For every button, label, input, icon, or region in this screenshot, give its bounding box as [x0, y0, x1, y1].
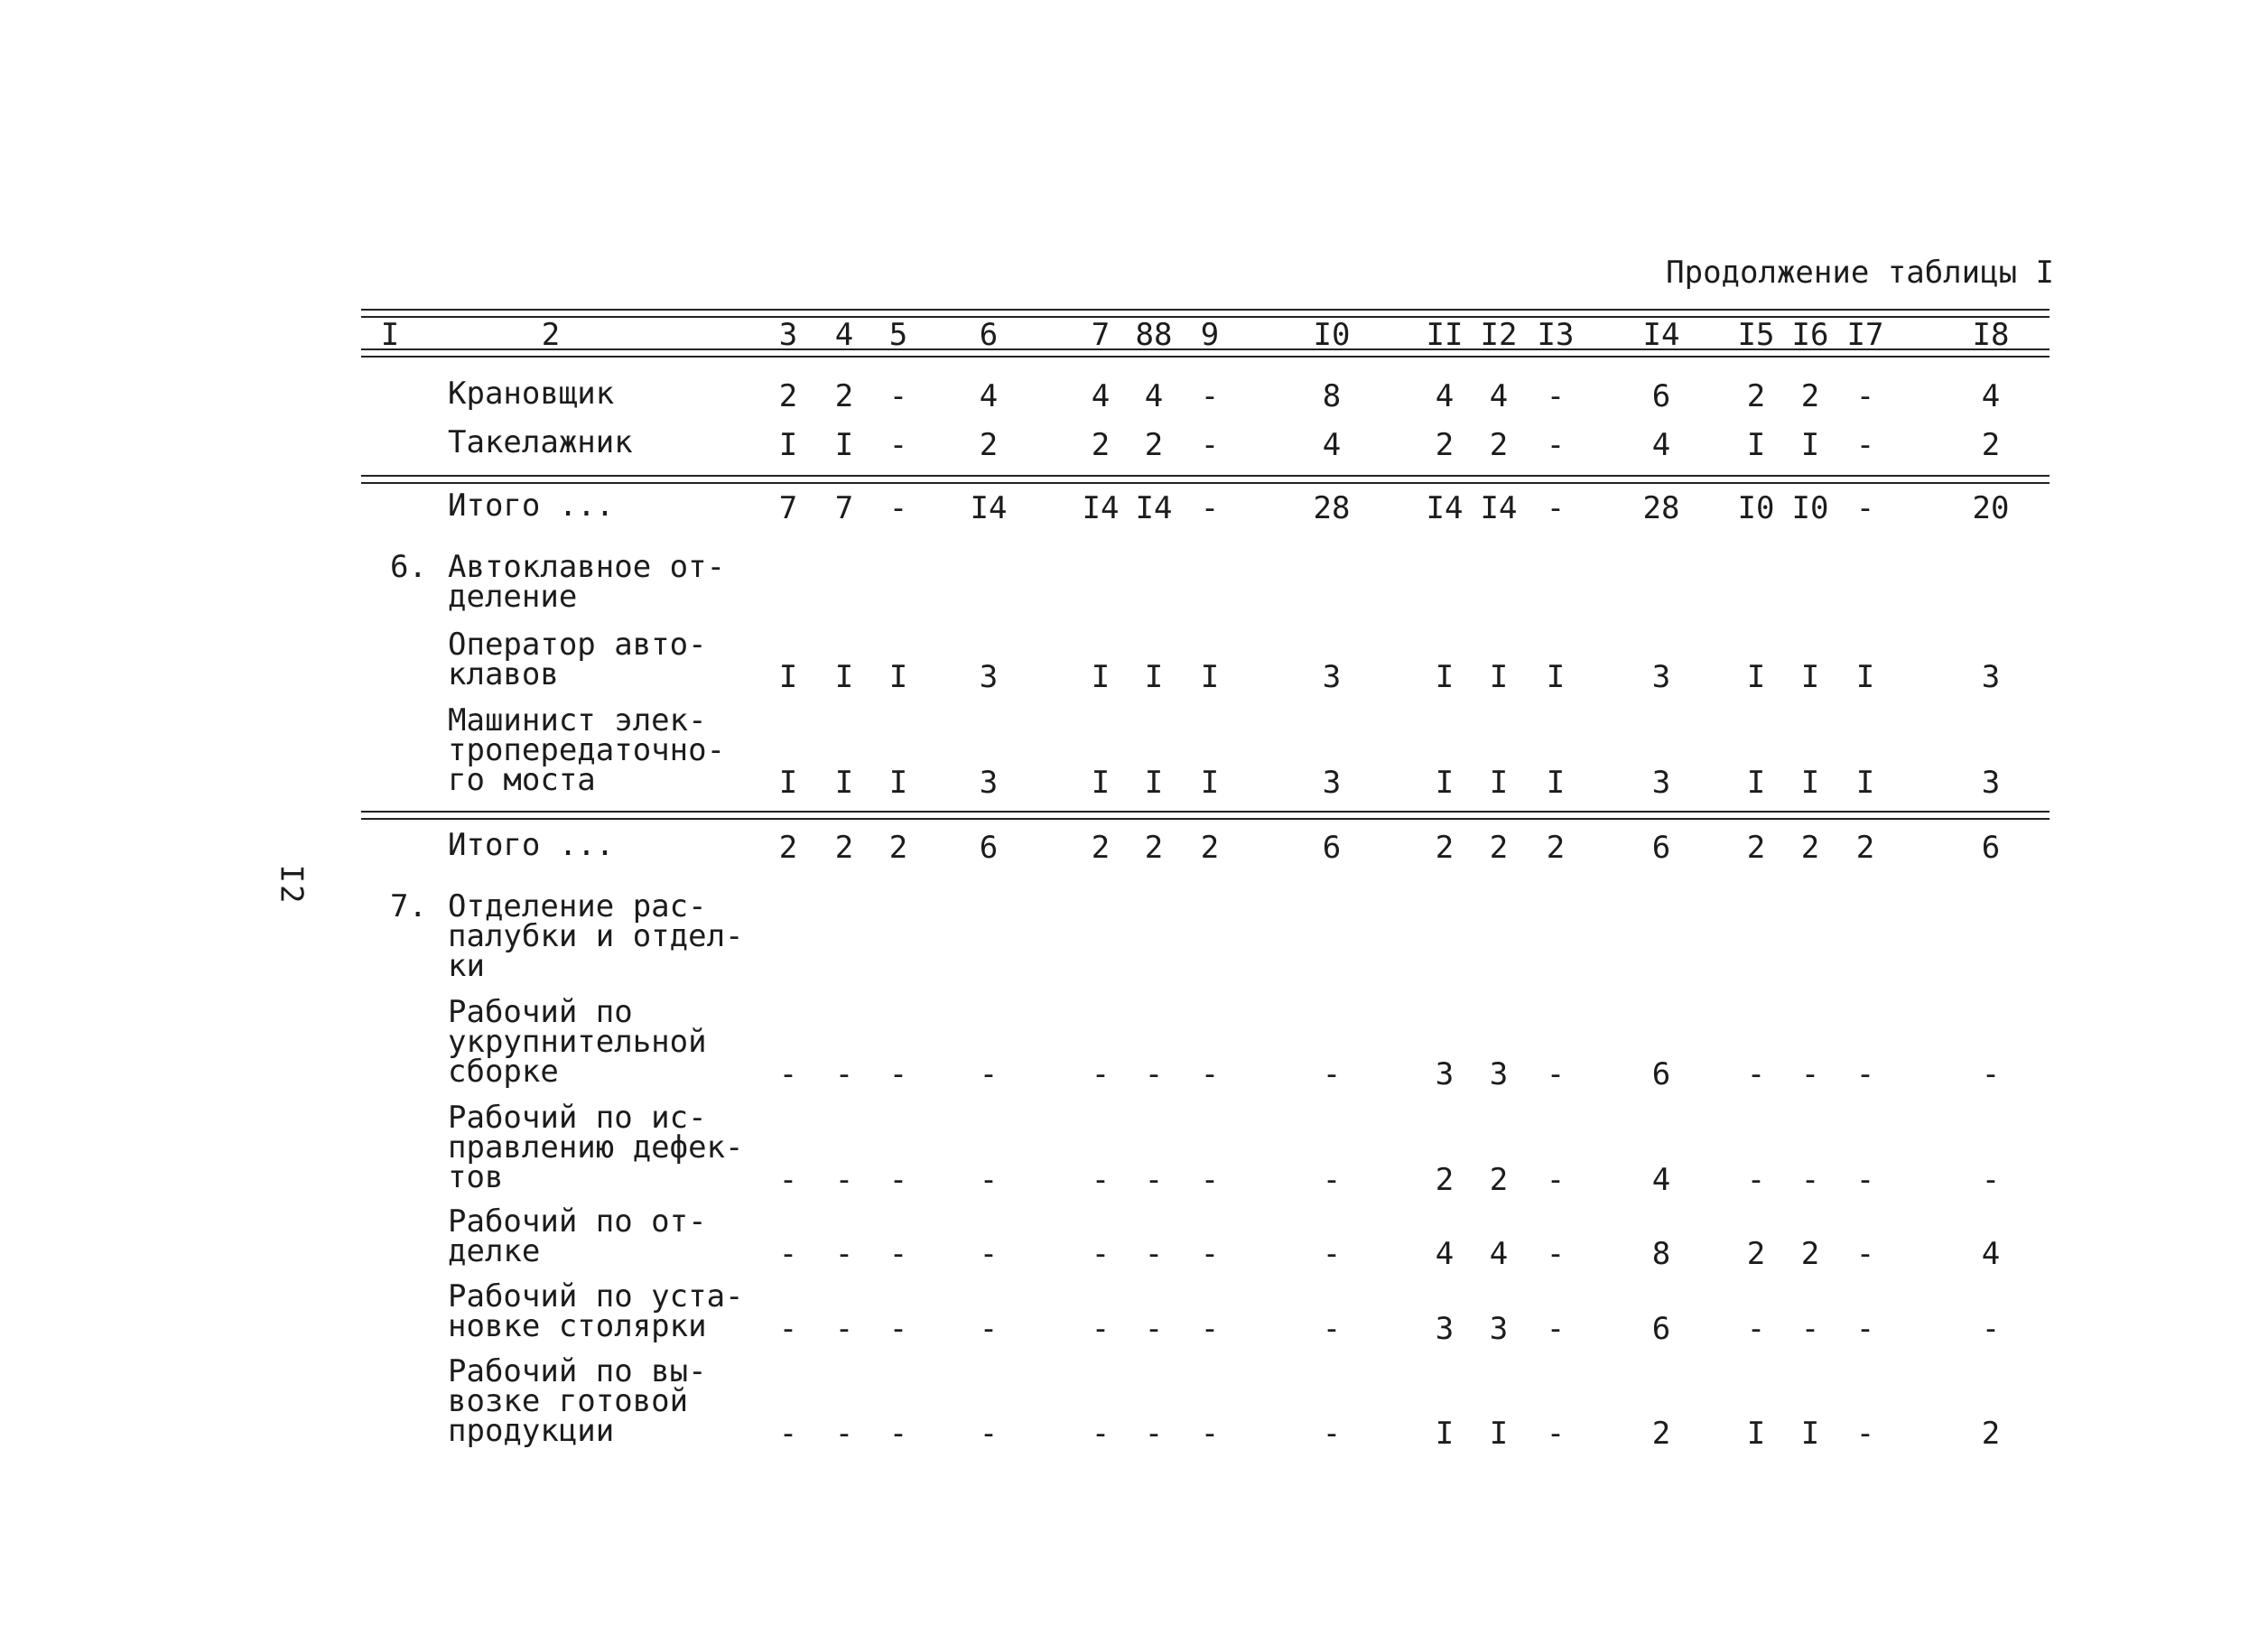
- table-cell: 2: [1746, 378, 1766, 414]
- table-cell: 2: [888, 830, 908, 866]
- table-cell: 4: [1489, 1236, 1509, 1272]
- page-number: I2: [273, 864, 310, 906]
- table-cell: 4: [1435, 378, 1455, 414]
- row-label: Оператор авто- клавов: [448, 627, 707, 692]
- table-rule: [361, 811, 2050, 820]
- table-cell: -: [1855, 1311, 1875, 1347]
- table-cell: -: [1144, 1416, 1164, 1452]
- table-cell: I: [1855, 659, 1875, 695]
- table-cell: I: [1435, 1416, 1455, 1452]
- table-cell: -: [888, 1236, 908, 1272]
- table-cell: 8: [1651, 1236, 1671, 1272]
- table-cell: I: [1546, 765, 1566, 801]
- table-caption: Продолжение таблицы I: [1666, 255, 2054, 291]
- table-cell: -: [1091, 1236, 1111, 1272]
- table-cell: I: [1200, 765, 1220, 801]
- table-cell: 2: [1546, 830, 1566, 866]
- table-cell: 3: [1435, 1056, 1455, 1092]
- table-cell: 20: [1972, 490, 2010, 526]
- table-cell: -: [1144, 1056, 1164, 1092]
- table-cell: -: [1546, 427, 1566, 463]
- table-cell: -: [1855, 1056, 1875, 1092]
- row-label: Рабочий по вы- возке готовой продукции: [448, 1353, 707, 1449]
- table-cell: 28: [1313, 490, 1351, 526]
- table-cell: I: [1489, 659, 1509, 695]
- table-cell: -: [778, 1162, 798, 1198]
- table-cell: I: [1800, 765, 1820, 801]
- table-cell: -: [1200, 1311, 1220, 1347]
- table-cell: -: [1855, 490, 1875, 526]
- table-cell: I: [778, 659, 798, 695]
- row-label: Крановщик: [448, 376, 615, 412]
- table-cell: -: [778, 1416, 798, 1452]
- table-cell: 6: [1651, 1311, 1671, 1347]
- table-cell: I: [1746, 659, 1766, 695]
- table-cell: -: [1546, 378, 1566, 414]
- table-cell: 2: [1746, 830, 1766, 866]
- table-cell: -: [1546, 1236, 1566, 1272]
- table-cell: 2: [1435, 1162, 1455, 1198]
- table-cell: I: [1746, 765, 1766, 801]
- column-header: I0: [1313, 317, 1351, 353]
- table-cell: 2: [1489, 830, 1509, 866]
- table-cell: I: [834, 427, 854, 463]
- table-cell: -: [834, 1311, 854, 1347]
- table-cell: I: [834, 765, 854, 801]
- column-header: 88: [1135, 317, 1173, 353]
- table-cell: -: [1981, 1162, 2001, 1198]
- table-cell: 2: [778, 378, 798, 414]
- table-cell: 2: [1800, 378, 1820, 414]
- table-cell: -: [778, 1236, 798, 1272]
- section-number: 7.: [390, 888, 427, 924]
- column-header: 7: [1091, 317, 1111, 353]
- table-cell: 3: [1489, 1056, 1509, 1092]
- table-cell: 3: [1651, 659, 1671, 695]
- table-cell: I4: [970, 490, 1008, 526]
- table-cell: 4: [1144, 378, 1164, 414]
- table-cell: 2: [1800, 1236, 1820, 1272]
- table-cell: -: [1855, 1162, 1875, 1198]
- table-cell: 2: [1435, 830, 1455, 866]
- table-cell: -: [1855, 1416, 1875, 1452]
- table-cell: I: [1546, 659, 1566, 695]
- table-cell: -: [1091, 1416, 1111, 1452]
- table-cell: -: [888, 1416, 908, 1452]
- column-header: I: [380, 317, 400, 353]
- table-cell: 6: [1981, 830, 2001, 866]
- row-label: Машинист элек- тропередаточно- го моста: [448, 702, 726, 798]
- table-cell: -: [1322, 1056, 1342, 1092]
- table-cell: -: [1144, 1311, 1164, 1347]
- row-label: Рабочий по от- делке: [448, 1203, 707, 1269]
- table-cell: 7: [778, 490, 798, 526]
- table-cell: -: [888, 490, 908, 526]
- table-cell: 2: [834, 830, 854, 866]
- table-cell: 6: [979, 830, 999, 866]
- table-cell: -: [1546, 1416, 1566, 1452]
- table-cell: 3: [1489, 1311, 1509, 1347]
- table-cell: -: [888, 1162, 908, 1198]
- table-cell: -: [979, 1416, 999, 1452]
- table-cell: I4: [1426, 490, 1464, 526]
- table-cell: 2: [1981, 1416, 2001, 1452]
- table-rule: [361, 475, 2050, 484]
- table-cell: 4: [1435, 1236, 1455, 1272]
- table-cell: I: [1435, 659, 1455, 695]
- table-cell: -: [979, 1162, 999, 1198]
- table-cell: -: [1546, 1056, 1566, 1092]
- column-header: I6: [1791, 317, 1829, 353]
- table-cell: I: [1091, 765, 1111, 801]
- table-cell: -: [1200, 490, 1220, 526]
- column-header: I4: [1642, 317, 1680, 353]
- table-cell: 2: [1489, 1162, 1509, 1198]
- table-cell: -: [1200, 1056, 1220, 1092]
- table-cell: 7: [834, 490, 854, 526]
- table-cell: 3: [1651, 765, 1671, 801]
- table-cell: -: [1322, 1162, 1342, 1198]
- table-cell: I: [1091, 659, 1111, 695]
- table-cell: -: [1981, 1056, 2001, 1092]
- table-cell: 2: [1651, 1416, 1671, 1452]
- table-cell: -: [834, 1236, 854, 1272]
- row-label: Рабочий по укрупнительной сборке: [448, 994, 707, 1090]
- section-title: Отделение рас- палубки и отдел- ки: [448, 888, 744, 984]
- table-cell: 2: [1091, 427, 1111, 463]
- table-cell: 6: [1651, 1056, 1671, 1092]
- table-cell: 2: [834, 378, 854, 414]
- column-header: 4: [834, 317, 854, 353]
- table-cell: -: [1322, 1311, 1342, 1347]
- table-cell: -: [1546, 490, 1566, 526]
- table-cell: 3: [1322, 659, 1342, 695]
- table-cell: 4: [1981, 378, 2001, 414]
- table-cell: I: [1800, 1416, 1820, 1452]
- row-label: Итого ...: [448, 827, 615, 863]
- table-cell: I: [1746, 427, 1766, 463]
- table-cell: I: [778, 765, 798, 801]
- table-cell: 28: [1642, 490, 1680, 526]
- table-cell: -: [834, 1162, 854, 1198]
- table-cell: I: [1144, 765, 1164, 801]
- table-cell: 2: [1435, 427, 1455, 463]
- table-cell: 3: [1981, 765, 2001, 801]
- table-cell: I0: [1791, 490, 1829, 526]
- table-rule: [361, 348, 2050, 358]
- table-cell: 3: [1435, 1311, 1455, 1347]
- table-cell: I: [1200, 659, 1220, 695]
- table-cell: I: [1144, 659, 1164, 695]
- table-cell: I: [1489, 1416, 1509, 1452]
- table-cell: I: [1800, 427, 1820, 463]
- table-cell: -: [834, 1056, 854, 1092]
- table-cell: -: [1322, 1416, 1342, 1452]
- table-cell: 3: [979, 659, 999, 695]
- column-header: 9: [1200, 317, 1220, 353]
- table-cell: -: [1144, 1162, 1164, 1198]
- table-cell: 4: [979, 378, 999, 414]
- table-cell: I4: [1135, 490, 1173, 526]
- table-cell: 4: [1981, 1236, 2001, 1272]
- table-cell: -: [778, 1311, 798, 1347]
- table-cell: I: [1435, 765, 1455, 801]
- table-cell: 2: [1981, 427, 2001, 463]
- table-cell: 2: [1746, 1236, 1766, 1272]
- table-cell: -: [1981, 1311, 2001, 1347]
- table-cell: -: [1746, 1162, 1766, 1198]
- table-cell: 2: [1489, 427, 1509, 463]
- table-cell: I: [834, 659, 854, 695]
- table-cell: -: [979, 1236, 999, 1272]
- table-cell: -: [1800, 1056, 1820, 1092]
- table-cell: -: [1200, 1162, 1220, 1198]
- table-cell: I: [888, 765, 908, 801]
- table-cell: -: [1546, 1311, 1566, 1347]
- row-label: Такелажник: [448, 424, 633, 460]
- column-header: I7: [1846, 317, 1884, 353]
- table-cell: -: [1855, 427, 1875, 463]
- table-cell: -: [778, 1056, 798, 1092]
- table-cell: -: [1800, 1311, 1820, 1347]
- table-cell: I4: [1480, 490, 1518, 526]
- column-header: 5: [888, 317, 908, 353]
- column-header: 3: [778, 317, 798, 353]
- table-cell: -: [1546, 1162, 1566, 1198]
- table-cell: 3: [1322, 765, 1342, 801]
- row-label: Рабочий по ис- правлению дефек- тов: [448, 1100, 744, 1195]
- table-cell: 4: [1651, 427, 1671, 463]
- table-cell: 8: [1322, 378, 1342, 414]
- table-cell: I: [778, 427, 798, 463]
- table-cell: 4: [1322, 427, 1342, 463]
- column-header: I2: [1480, 317, 1518, 353]
- table-cell: 2: [979, 427, 999, 463]
- table-cell: 6: [1322, 830, 1342, 866]
- table-cell: -: [888, 427, 908, 463]
- table-cell: -: [1800, 1162, 1820, 1198]
- section-number: 6.: [390, 549, 427, 585]
- table-cell: 6: [1651, 378, 1671, 414]
- row-label: Итого ...: [448, 488, 615, 524]
- table-cell: -: [1746, 1056, 1766, 1092]
- table-cell: -: [1091, 1056, 1111, 1092]
- column-header: II: [1426, 317, 1464, 353]
- table-cell: 2: [1200, 830, 1220, 866]
- table-cell: -: [1855, 1236, 1875, 1272]
- table-cell: -: [888, 1311, 908, 1347]
- table-cell: I: [1746, 1416, 1766, 1452]
- column-header: I5: [1737, 317, 1775, 353]
- table-cell: -: [1200, 427, 1220, 463]
- column-header: I3: [1537, 317, 1575, 353]
- table-cell: 2: [778, 830, 798, 866]
- table-cell: -: [1144, 1236, 1164, 1272]
- table-cell: I: [1489, 765, 1509, 801]
- section-title: Автоклавное от- деление: [448, 549, 726, 615]
- table-cell: -: [1746, 1311, 1766, 1347]
- table-cell: -: [1200, 378, 1220, 414]
- table-cell: I0: [1737, 490, 1775, 526]
- table-cell: 2: [1091, 830, 1111, 866]
- table-cell: 2: [1855, 830, 1875, 866]
- table-cell: I: [1855, 765, 1875, 801]
- column-header: I8: [1972, 317, 2010, 353]
- table-cell: -: [1200, 1416, 1220, 1452]
- table-cell: 2: [1800, 830, 1820, 866]
- table-cell: -: [1091, 1311, 1111, 1347]
- table-cell: 3: [1981, 659, 2001, 695]
- table-cell: -: [1322, 1236, 1342, 1272]
- table-cell: -: [834, 1416, 854, 1452]
- column-header: 6: [979, 317, 999, 353]
- table-cell: 2: [1144, 427, 1164, 463]
- table-cell: 4: [1651, 1162, 1671, 1198]
- row-label: Рабочий по уста- новке столярки: [448, 1278, 744, 1344]
- table-cell: 4: [1091, 378, 1111, 414]
- table-cell: 2: [1144, 830, 1164, 866]
- table-cell: I: [888, 659, 908, 695]
- table-cell: 6: [1651, 830, 1671, 866]
- column-header: 2: [541, 317, 561, 353]
- table-cell: 3: [979, 765, 999, 801]
- table-cell: -: [888, 1056, 908, 1092]
- table-cell: -: [1091, 1162, 1111, 1198]
- table-cell: -: [979, 1311, 999, 1347]
- table-cell: I: [1800, 659, 1820, 695]
- table-cell: I4: [1082, 490, 1120, 526]
- table-cell: -: [979, 1056, 999, 1092]
- table-cell: 4: [1489, 378, 1509, 414]
- table-cell: -: [888, 378, 908, 414]
- table-cell: -: [1855, 378, 1875, 414]
- table-cell: -: [1200, 1236, 1220, 1272]
